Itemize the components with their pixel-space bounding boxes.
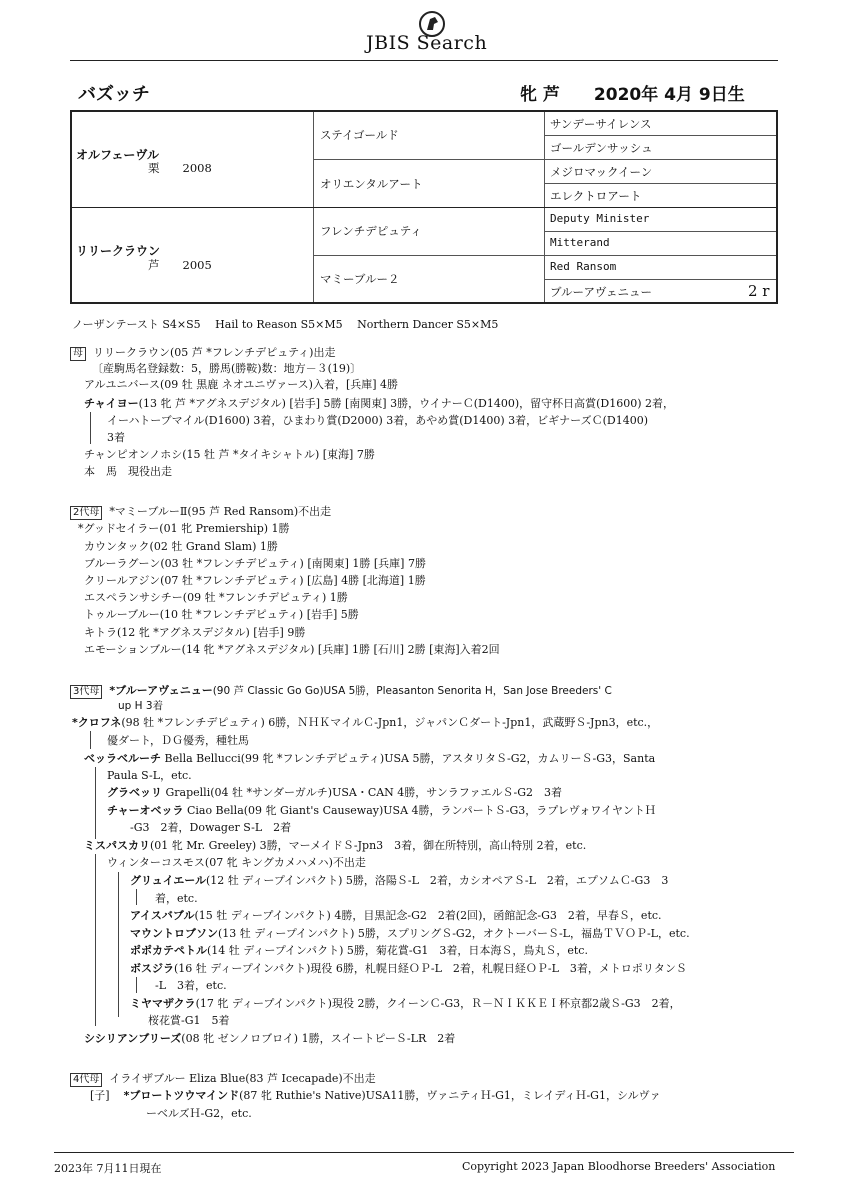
family-line: ウィンターコスモス(07 牝 キングカメハメハ)不出走 bbox=[107, 856, 366, 869]
family-line: *グッドセイラー(01 牝 Premiership) 1勝 bbox=[78, 522, 290, 535]
section-label: 3代母 bbox=[70, 685, 102, 699]
footer-rule bbox=[54, 1152, 794, 1153]
gg-8: ブルーアヴェニュー bbox=[550, 285, 653, 299]
family-line: イーハトーブマイル(D1600) 3着，ひまわり賞(D2000) 3着，あやめ賞(D1400) 3着，ビギナーズＣ(D1400) bbox=[107, 414, 648, 427]
header-rule bbox=[70, 60, 778, 61]
family-line: (98 牡 *フレンチデピュティ) 6勝，ＮＨＫマイルＣ-Jpn1，ジャパンＣダート-Jpn1，武蔵野Ｓ-Jpn3，etc.， bbox=[121, 716, 659, 729]
family-line: (16 牡 ディープインパクト)現役 6勝，札幌日経ＯＰ-L 2着，札幌日経ＯＰ-L 3着，メトロポリタンＳ bbox=[174, 962, 687, 975]
family-line: -G3 2着，Dowager S-L 2着 bbox=[130, 821, 292, 834]
family-line: up H 3着 bbox=[118, 700, 164, 712]
horse-name-bold: チャーオベッラ bbox=[107, 804, 184, 817]
family-line: (17 牝 ディープインパクト)現役 2勝，クイーンＣ-G3，Ｒ－ＮＩＫＫＥＩ杯京都2歳Ｓ-G3 2着， bbox=[195, 997, 681, 1010]
family-line: 3着 bbox=[107, 431, 125, 444]
dam-sire: フレンチデピュティ bbox=[320, 224, 422, 238]
section-label: 母 bbox=[70, 347, 86, 361]
family-line: (13 牡 ディープインパクト) 5勝，スプリングＳ-G2，オクトーバーＳ-L，福島ＴＶＯＰ-L，etc. bbox=[218, 927, 690, 940]
horse-name-bold: ボスジラ bbox=[130, 962, 174, 975]
sire-detail: 栗 2008 bbox=[148, 161, 212, 175]
family-line: (90 芦 Classic Go Go)USA 5勝，Pleasanton Senorita H，San Jose Breeders' C bbox=[212, 685, 612, 697]
dam-detail: 芦 2005 bbox=[148, 258, 212, 272]
gg-8-tag: 2 r bbox=[748, 282, 770, 300]
family-line: *マミーブルーⅡ(95 芦 Red Ransom)不出走 bbox=[109, 505, 332, 518]
gg-1: サンデーサイレンス bbox=[550, 117, 652, 131]
family-line: キトラ(12 牝 *アグネスデジタル) [岩手] 9勝 bbox=[84, 626, 306, 639]
family-line: (01 牝 Mr. Greeley) 3勝，マーメイドＳ-Jpn3 3着，御在所特別，高山特別 2着，etc. bbox=[150, 839, 587, 852]
gg-2: ゴールデンサッシュ bbox=[550, 141, 653, 155]
family-line: Bella Bellucci(99 牝 *フレンチデピュティ)USA 5勝，アスタリタＳ-G2，カムリーＳ-G3，Santa bbox=[161, 752, 656, 765]
horse-name-bold: ベッラベルーチ bbox=[84, 752, 161, 765]
horse-name-bold: グラベッリ bbox=[107, 786, 162, 799]
family-line: 桜花賞-G1 5着 bbox=[148, 1014, 230, 1027]
family-line: ーベルズＨ-G2，etc. bbox=[146, 1107, 252, 1120]
offspring-marker: [子] bbox=[90, 1089, 110, 1102]
family-line: クリールアジン(07 牡 *フレンチデピュティ) [広島] 4勝 [北海道] 1勝 bbox=[84, 574, 426, 587]
horse-name-bold: アイスバブル bbox=[130, 909, 195, 922]
gg-3: メジロマックイーン bbox=[550, 165, 653, 179]
sire-name: オルフェーヴル bbox=[76, 148, 160, 162]
family-line: トゥルーブルー(10 牡 *フレンチデピュティ) [岩手] 5勝 bbox=[84, 608, 359, 621]
logo-text: JBIS Search bbox=[366, 32, 488, 54]
horse-name-bold: シシリアンブリーズ bbox=[84, 1032, 182, 1045]
pedigree-table bbox=[70, 110, 778, 304]
horse-name-bold: *ブロートツウマインド bbox=[123, 1089, 240, 1102]
family-line: -L 3着，etc. bbox=[155, 979, 227, 992]
horse-name: バズッチ bbox=[78, 84, 150, 105]
family-line: アルユニバース(09 牡 黒鹿 ネオユニヴァース)入着，[兵庫] 4勝 bbox=[84, 378, 399, 391]
gg-5: Deputy Minister bbox=[550, 212, 650, 225]
family-line: チャンピオンノホシ(15 牡 芦 *タイキシャトル) [東海] 7勝 bbox=[84, 448, 375, 461]
family-line: 優ダート，ＤＧ優秀，種牡馬 bbox=[107, 734, 250, 747]
family-line: ブルーラグーン(03 牡 *フレンチデピュティ) [南関東] 1勝 [兵庫] 7勝 bbox=[84, 557, 426, 570]
family-line: 本 馬 現役出走 bbox=[84, 465, 172, 478]
horse-name-bold: ポポカテペトル bbox=[130, 944, 207, 957]
family-line: (08 牝 ゼンノロブロイ) 1勝，スイートピーＳ-LR 2着 bbox=[181, 1032, 456, 1045]
gg-4: エレクトロアート bbox=[550, 189, 642, 203]
horse-name-bold: *ブルーアヴェニュー bbox=[109, 684, 213, 697]
horse-name-bold: マウントロブソン bbox=[130, 927, 218, 940]
sire-dam: オリエンタルアート bbox=[320, 177, 423, 191]
horse-name-bold: ミヤマザクラ bbox=[130, 997, 196, 1010]
footer-date: 2023年 7月11日現在 bbox=[54, 1162, 162, 1175]
gg-6: Mitterand bbox=[550, 236, 610, 249]
footer-copyright: Copyright 2023 Japan Bloodhorse Breeders' Association bbox=[462, 1160, 776, 1173]
family-line: 〔産駒馬名登録数：5，勝馬(勝鞍)数：地方－３(19)〕 bbox=[92, 362, 362, 375]
family-line: (15 牡 ディープインパクト) 4勝，目黒記念-G2 2着(2回)，函館記念-G3 2着，早春Ｓ，etc. bbox=[194, 909, 662, 922]
family-line: (13 牝 芦 *アグネスデジタル) [岩手] 5勝 [南関東] 3勝，ウイナーＣ(D1400)，留守杯日高賞(D1600) 2着， bbox=[138, 397, 675, 410]
inbreeding-crosses: ノーザンテースト S4×S5 Hail to Reason S5×M5 Northern Dancer S5×M5 bbox=[72, 318, 499, 331]
family-line: Paula S-L，etc. bbox=[107, 769, 192, 782]
horse-name-bold: *クロフネ bbox=[72, 716, 122, 729]
horse-name-bold: チャイヨー bbox=[84, 397, 139, 410]
horse-name-bold: ミスパスカリ bbox=[84, 839, 150, 852]
jbis-logo bbox=[366, 10, 496, 58]
section-label: 2代母 bbox=[70, 506, 102, 520]
family-line: Ciao Bella(09 牝 Giant's Causeway)USA 4勝，ランパートＳ-G3，ラプレヴォワイヤントＨ bbox=[183, 804, 656, 817]
family-line: イライザブルー Eliza Blue(83 芦 Icecapade)不出走 bbox=[109, 1072, 376, 1085]
family-line: カウンタック(02 牡 Grand Slam) 1勝 bbox=[84, 540, 278, 553]
family-line: (87 牝 Ruthie's Native)USA11勝，ヴァニティＨ-G1，ミレイディＨ-G1，シルヴァ bbox=[239, 1089, 661, 1102]
gg-7: Red Ransom bbox=[550, 260, 617, 273]
family-line: (14 牡 ディープインパクト) 5勝，菊花賞-G1 3着，日本海Ｓ，鳥丸Ｓ，etc. bbox=[207, 944, 588, 957]
section-label: 4代母 bbox=[70, 1073, 102, 1087]
horse-name-bold: グリュイエール bbox=[130, 874, 207, 887]
dam-name: リリークラウン bbox=[76, 244, 161, 258]
family-line: エモーションブルー(14 牝 *アグネスデジタル) [兵庫] 1勝 [石川] 2勝 [東海]入着2回 bbox=[84, 643, 500, 656]
sex-color-birth: 牝 芦 2020年 4月 9日生 bbox=[520, 85, 745, 105]
family-line: Grapelli(04 牡 *サンダーガルチ)USA・CAN 4勝，サンラファエルＳ-G2 3着 bbox=[162, 786, 563, 799]
family-line: リリークラウン(05 芦 *フレンチデピュティ)出走 bbox=[93, 346, 336, 359]
family-line: (12 牡 ディープインパクト) 5勝，洛陽Ｓ-L 2着，カシオペアＳ-L 2着，エプソムＣ-G3 3 bbox=[206, 874, 669, 887]
family-line: 着，etc. bbox=[155, 892, 198, 905]
sire-sire: ステイゴールド bbox=[320, 128, 399, 142]
dam-dam: マミーブルー２ bbox=[320, 272, 400, 286]
family-line: エスペランサシチー(09 牡 *フレンチデピュティ) 1勝 bbox=[84, 591, 348, 604]
